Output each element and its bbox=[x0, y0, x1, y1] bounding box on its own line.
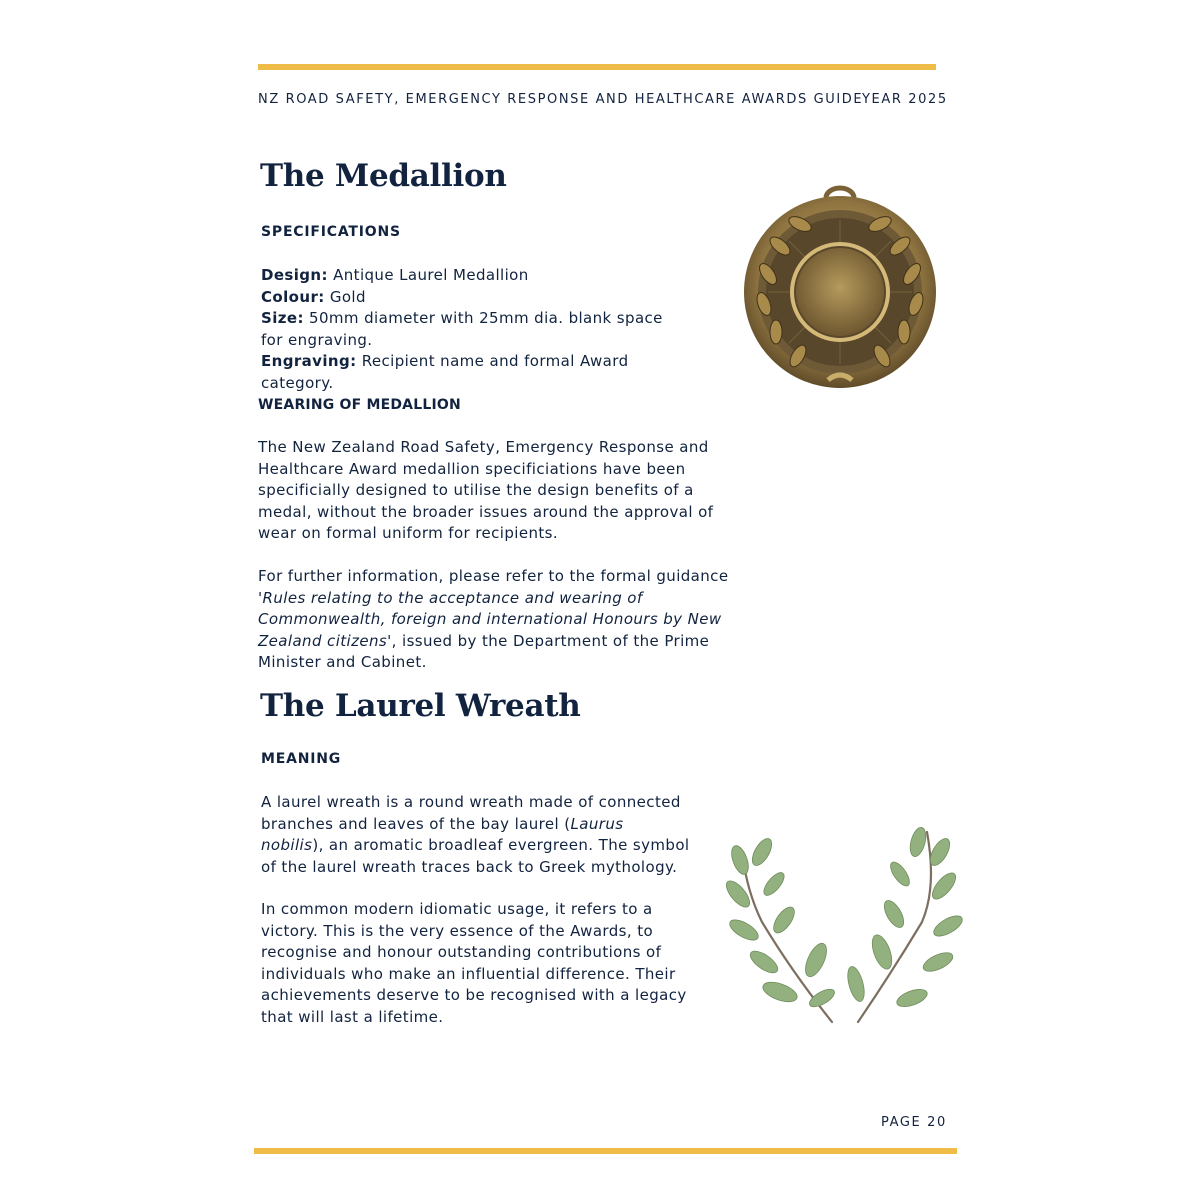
specifications-list bbox=[261, 265, 681, 394]
further-info-outro: , issued by the Department of the Prime Minister and Cabinet. bbox=[258, 631, 710, 671]
spec-engraving-label: Engraving: bbox=[261, 352, 357, 370]
specifications-heading: SPECIFICATIONS bbox=[261, 224, 401, 240]
botanical-name: Laurus nobilis bbox=[261, 814, 624, 854]
further-info-intro: For further information, please refer to the formal guidance bbox=[258, 567, 729, 585]
bottom-accent-rule bbox=[254, 1148, 957, 1154]
spec-colour-label: Colour: bbox=[261, 287, 325, 306]
spec-design-value: Antique Laurel Medallion bbox=[333, 266, 529, 284]
idiomatic-usage-paragraph: In common modern idiomatic usage, it refers to a victory. This is the very essence of the Awards, to recognise and honour outstanding contributions of individuals who make an influential difference. Their achievements deserve to be recognised with a legacy that will last a lifetime. bbox=[261, 900, 687, 1026]
spec-size-value: 50mm diameter with 25mm dia. blank space for engraving. bbox=[261, 309, 663, 349]
meaning-heading: MEANING bbox=[261, 751, 342, 767]
laurel-title: The Laurel Wreath bbox=[260, 688, 581, 724]
meaning-text-b: ), an aromatic broadleaf evergreen. The symbol of the laurel wreath traces back to Greek mythology. bbox=[261, 836, 690, 876]
wearing-heading: WEARING OF MEDALLION bbox=[258, 397, 461, 413]
further-info-paragraph bbox=[258, 566, 738, 674]
meaning-paragraph bbox=[261, 792, 691, 878]
page-number: PAGE 20 bbox=[881, 1115, 947, 1130]
spec-colour-value: Gold bbox=[329, 287, 366, 306]
top-accent-rule bbox=[258, 64, 936, 70]
guide-title-header: NZ ROAD SAFETY, EMERGENCY RESPONSE AND HEALTHCARE AWARDS GUIDE bbox=[258, 92, 864, 107]
spec-size-label: Size: bbox=[261, 309, 304, 327]
rules-document-title: 'Rules relating to the acceptance and wearing of Commonwealth, foreign and international Honours by New Zealand citizens' bbox=[258, 588, 722, 650]
medallion-title: The Medallion bbox=[260, 158, 507, 194]
spec-engraving-value: Recipient name and formal Award category. bbox=[261, 352, 629, 392]
year-header: YEAR 2025 bbox=[862, 92, 948, 107]
laurel-branches-image bbox=[722, 822, 972, 1034]
meaning-text-a: A laurel wreath is a round wreath made of connected branches and leaves of the bay laurel ( bbox=[261, 793, 681, 833]
medallion-image bbox=[742, 184, 938, 390]
wearing-paragraph: The New Zealand Road Safety, Emergency Response and Healthcare Award medallion specificiations have been specificially designed to utilise the design benefits of a medal, without the broader issues around the approval of wear on formal uniform for recipients. bbox=[258, 438, 714, 542]
spec-design-label: Design: bbox=[261, 266, 328, 284]
